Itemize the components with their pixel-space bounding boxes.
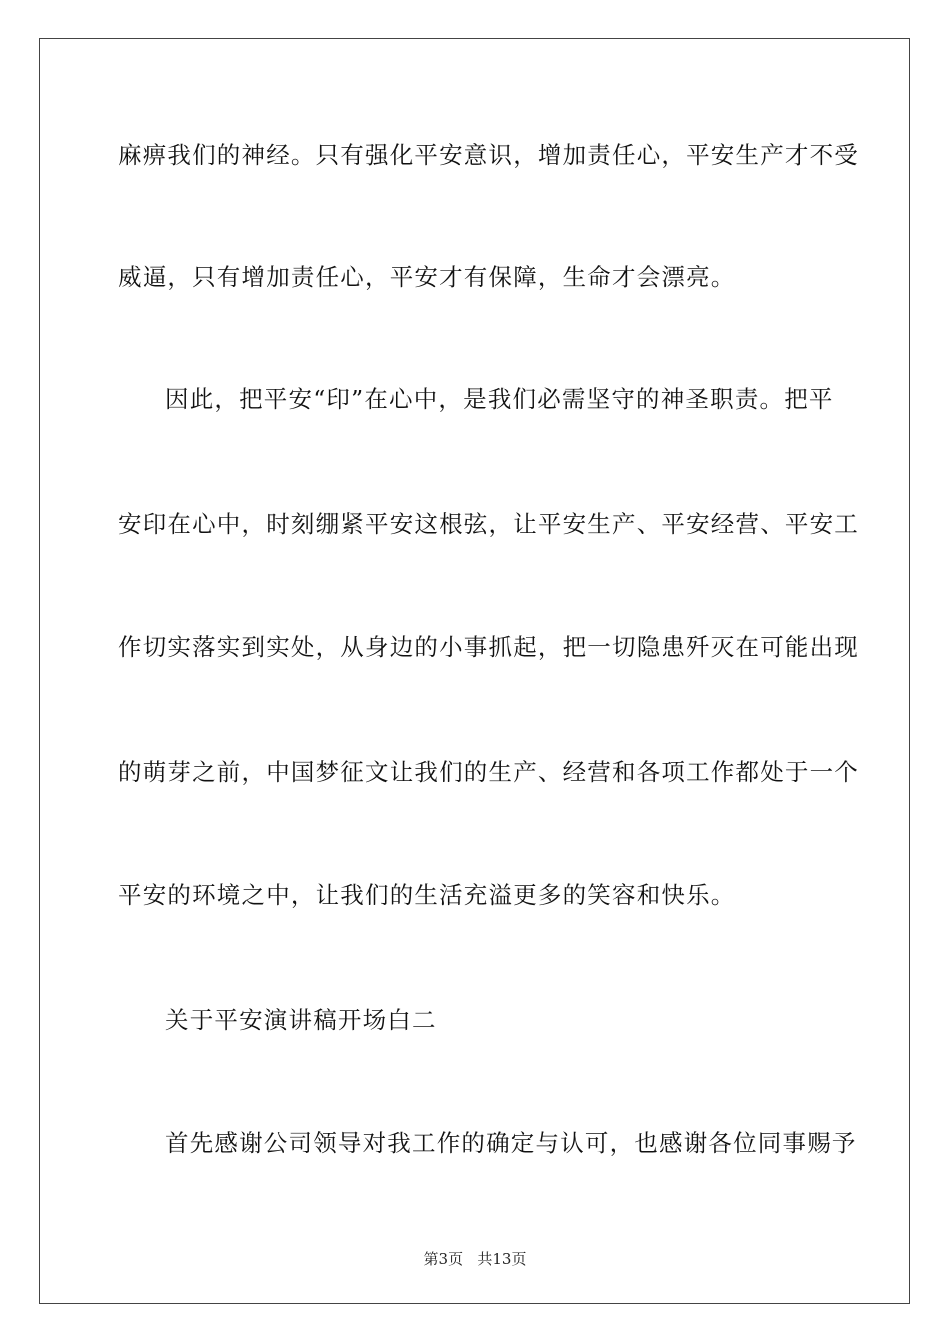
body-text-line-4: 安印在心中，时刻绷紧平安这根弦，让平安生产、平安经营、平安工	[118, 510, 859, 538]
page-number-footer: 第3页 共13页	[423, 1250, 527, 1268]
body-text-line-2: 威逼，只有增加责任心，平安才有保障，生命才会漂亮。	[118, 263, 736, 291]
section-heading: 关于平安演讲稿开场白二	[165, 1006, 437, 1034]
body-text-line-3: 因此，把平安“印”在心中，是我们必需坚守的神圣职责。把平	[165, 385, 834, 413]
page-frame	[39, 38, 910, 1304]
body-text-line-7: 平安的环境之中，让我们的生活充溢更多的笑容和快乐。	[118, 881, 736, 909]
body-text-line-1: 麻痹我们的神经。只有强化平安意识，增加责任心，平安生产才不受	[118, 141, 859, 169]
body-text-line-6: 的萌芽之前，中国梦征文让我们的生产、经营和各项工作都处于一个	[118, 758, 859, 786]
body-text-line-8: 首先感谢公司领导对我工作的确定与认可，也感谢各位同事赐予	[165, 1129, 857, 1157]
body-text-line-5: 作切实落实到实处，从身边的小事抓起，把一切隐患歼灭在可能出现	[118, 633, 859, 661]
